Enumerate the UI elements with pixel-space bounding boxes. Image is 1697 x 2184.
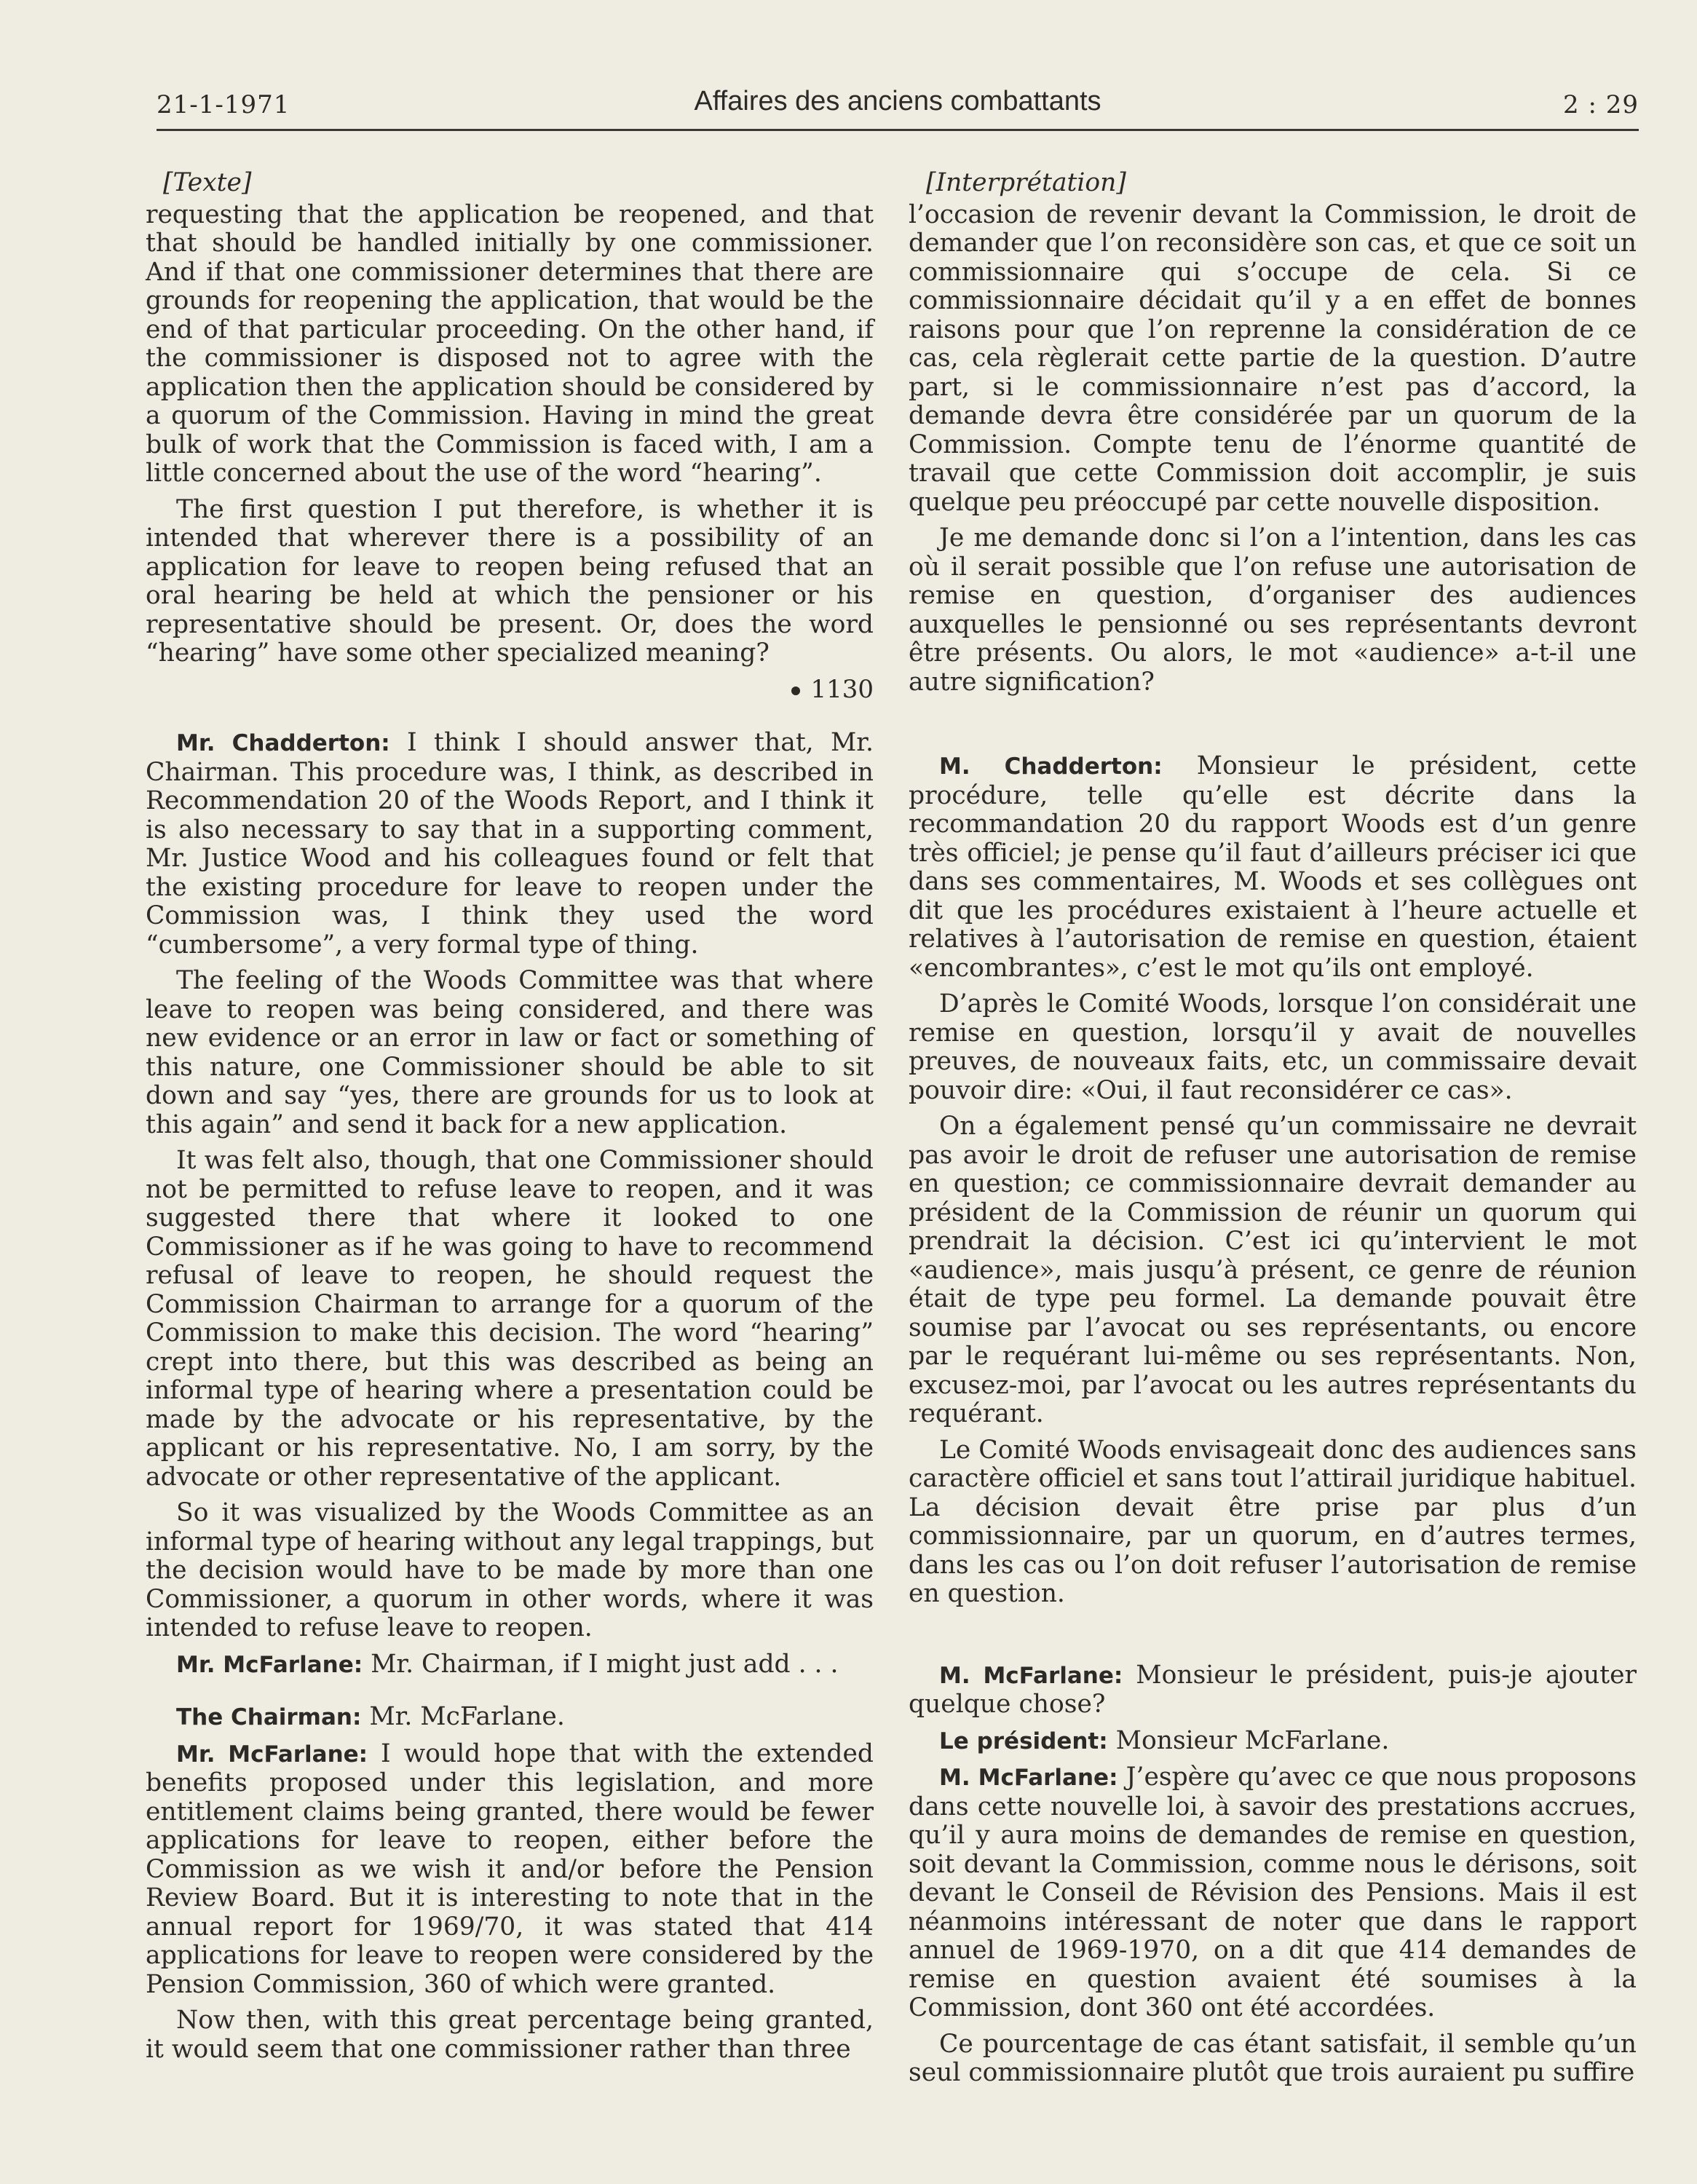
- speech-paragraph: [909, 1727, 1637, 1757]
- paragraph: Ce pourcentage de cas étant satisfait, il semble qu’un seul commissionnaire plutôt que trois auraient pu suffire: [909, 2029, 1637, 2087]
- speaker-name: The Chairman:: [176, 1704, 362, 1730]
- paragraph: On a également pensé qu’un commissaire ne devrait pas avoir le droit de refuser une autorisation de remise en question; ce commissionnaire devrait demander au président de la Commission de réunir un quorum qui prendrait la décision. C’est ici qu’intervient le mot «audience», mais jusqu’à présent, ce genre de réunion était de type peu formel. La demande pouvait être soumise par l’avocat ou ses représentants, ou encore par le requérant lui-même ou ses représentants. Non, excusez-moi, par l’avocat ou les autres représentants du requérant.: [909, 1112, 1637, 1428]
- paragraph: D’après le Comité Woods, lorsque l’on considérait une remise en question, lorsqu’il y avait de nouvelles preuves, de nouveaux faits, etc, un commissaire devait pouvoir dire: «Oui, il faut reconsidérer ce cas».: [909, 989, 1637, 1105]
- paragraph: The feeling of the Woods Committee was that where leave to reopen was being considered, and there was new evidence or an error in law or fact or something of this nature, one Commissioner should be able to sit down and say “yes, there are grounds for us to look at this again” and send it back for a new application.: [146, 966, 874, 1139]
- french-column: [909, 169, 1637, 2095]
- paragraph: Le Comité Woods envisageait donc des audiences sans caractère officiel et sans tout l’attirail juridique habituel. La décision devait être prise par plus d’un commissionnaire, par un quorum, en d’autres termes, dans les cas ou l’on doit refuser l’autorisation de remise en question.: [909, 1435, 1637, 1608]
- speech-paragraph: [146, 729, 874, 960]
- header-title: Affaires des anciens combattants: [694, 86, 1101, 116]
- paragraph: Now then, with this great percentage being granted, it would seem that one commissioner rather than three: [146, 2006, 874, 2064]
- speaker-name: M. McFarlane:: [939, 1662, 1123, 1689]
- speech-text: Mr. Chairman, if I might just add . . .: [363, 1649, 839, 1679]
- bullet-icon: [791, 687, 800, 695]
- speech-paragraph: [909, 1763, 1637, 2023]
- paragraph: l’occasion de revenir devant la Commission, le droit de demander que l’on reconsidère son cas, et que ce soit un commissionnaire qui s’occupe de cela. Si ce commissionnaire décidait qu’il y a en effet de bonnes raisons pour que l’on reprenne la considération de ce cas, cela règlerait cette partie de la question. D’autre part, si le commissionnaire n’est pas d’accord, la demande devra être considérée par un quorum de la Commission. Compte tenu de l’énorme quantité de travail que cette Commission doit accomplir, je suis quelque peu préoccupé par cette nouvelle disposition.: [909, 199, 1637, 517]
- speech-text: Monsieur McFarlane.: [1107, 1725, 1390, 1755]
- speech-text: Mr. McFarlane.: [361, 1702, 565, 1731]
- paragraph: It was felt also, though, that one Commissioner should not be permitted to refuse leave to reopen, and it was suggested there that where it looked to one Commissioner as if he was going to have to recommend refusal of leave to reopen, he should request the Commission Chairman to arrange for a quorum of the Commission to make this decision. The word “hearing” crept into there, but this was described as being an informal type of hearing where a presentation could be made by the advocate or his representative, by the applicant or his representative. No, I am sorry, by the advocate or other representative of the applicant.: [146, 1146, 874, 1492]
- running-header: [157, 82, 1639, 135]
- header-page-number: 2 : 29: [1563, 90, 1639, 119]
- speaker-name: Le président:: [939, 1728, 1108, 1754]
- speech-text: J’espère qu’avec ce que nous proposons dans cette nouvelle loi, à savoir des prestations accrues, qu’il y aura moins de demandes de remise en question, soit devant la Commission, comme nous le dérisons, soit devant le Conseil de Révision des Pensions. Mais il est néanmoins intéressant de noter que dans le rapport annuel de 1969-1970, on a dit que 414 demandes de remise en question avaient été soumises à la Commission, dont 360 ont été accordées.: [909, 1762, 1637, 2022]
- section-label-texte: [Texte]: [163, 168, 252, 197]
- paragraph: Je me demande donc si l’on a l’intention, dans les cas où il serait possible que l’on refuse une autorisation de remise en question, d’organiser des audiences auxquelles le pensionné ou ses représentants devront être présents. Ou alors, le mot «audience» a-t-il une autre signification?: [909, 523, 1637, 697]
- header-rule: [157, 129, 1639, 131]
- time-marker: [146, 676, 874, 705]
- time-marker-value: 1130: [810, 674, 874, 704]
- english-column: [146, 169, 874, 2071]
- speaker-name: Mr. Chadderton:: [176, 730, 390, 756]
- paragraph: So it was visualized by the Woods Committee as an informal type of hearing without any legal trappings, but the decision would have to be made by more than one Commissioner, a quorum in other words, where it was intended to refuse leave to reopen.: [146, 1498, 874, 1642]
- speaker-name: M. McFarlane:: [939, 1765, 1118, 1791]
- speech-text: I would hope that with the extended benefits proposed under this legislation, and more entitlement claims being granted, there would be fewer applications for leave to reopen, either before the Commission as we wish it and/or before the Pension Review Board. But it is interesting to note that in the annual report for 1969/70, it was stated that 414 applications for leave to reopen were considered by the Pension Commission, 360 of which were granted.: [146, 1738, 874, 1999]
- speaker-name: Mr. McFarlane:: [176, 1741, 368, 1768]
- section-label-interpretation: [Interprétation]: [926, 168, 1126, 197]
- speech-paragraph: [146, 1740, 874, 2000]
- speech-paragraph: [909, 1661, 1637, 1720]
- speaker-name: M. Chadderton:: [939, 753, 1163, 780]
- speaker-name: Mr. McFarlane:: [176, 1651, 363, 1678]
- speech-paragraph: [909, 752, 1637, 983]
- speech-paragraph: [146, 1650, 874, 1680]
- paragraph: The first question I put therefore, is whether it is intended that wherever there is a possibility of an application for leave to reopen being refused that an oral hearing be held at which the pensioner or his representative should be present. Or, does the word “hearing” have some other specialized meaning?: [146, 494, 874, 668]
- header-date: 21-1-1971: [157, 90, 290, 119]
- speech-text: I think I should answer that, Mr. Chairman. This procedure was, I think, as described in Recommendation 20 of the Woods Report, and I think it is also necessary to say that in a supporting comment, Mr. Justice Wood and his colleagues found or felt that the existing procedure for leave to reopen under the Commission was, I think they used the word “cumbersome”, a very formal type of thing.: [146, 728, 874, 960]
- speech-text: Monsieur le président, cette procédure, telle qu’elle est décrite dans la recommandation 20 du rapport Woods est d’un genre très officiel; je pense qu’il faut d’ailleurs préciser ici que dans ses commentaires, M. Woods et ses collègues ont dit que les procédures existaient à l’heure actuelle et relatives à l’autorisation de remise en question, étaient «encombrantes», c’est le mot qu’ils ont employé.: [909, 751, 1637, 983]
- paragraph: requesting that the application be reopened, and that that should be handled initially by one commissioner. And if that one commissioner determines that there are grounds for reopening the application, that would be the end of that particular proceeding. On the other hand, if the commissioner is disposed not to agree with the application then the application should be considered by a quorum of the Commission. Having in mind the great bulk of work that the Commission is faced with, I am a little concerned about the use of the word “hearing”.: [146, 199, 874, 488]
- speech-paragraph: [146, 1703, 874, 1733]
- speech-text: Monsieur le président, puis-je ajouter quelque chose?: [909, 1660, 1637, 1719]
